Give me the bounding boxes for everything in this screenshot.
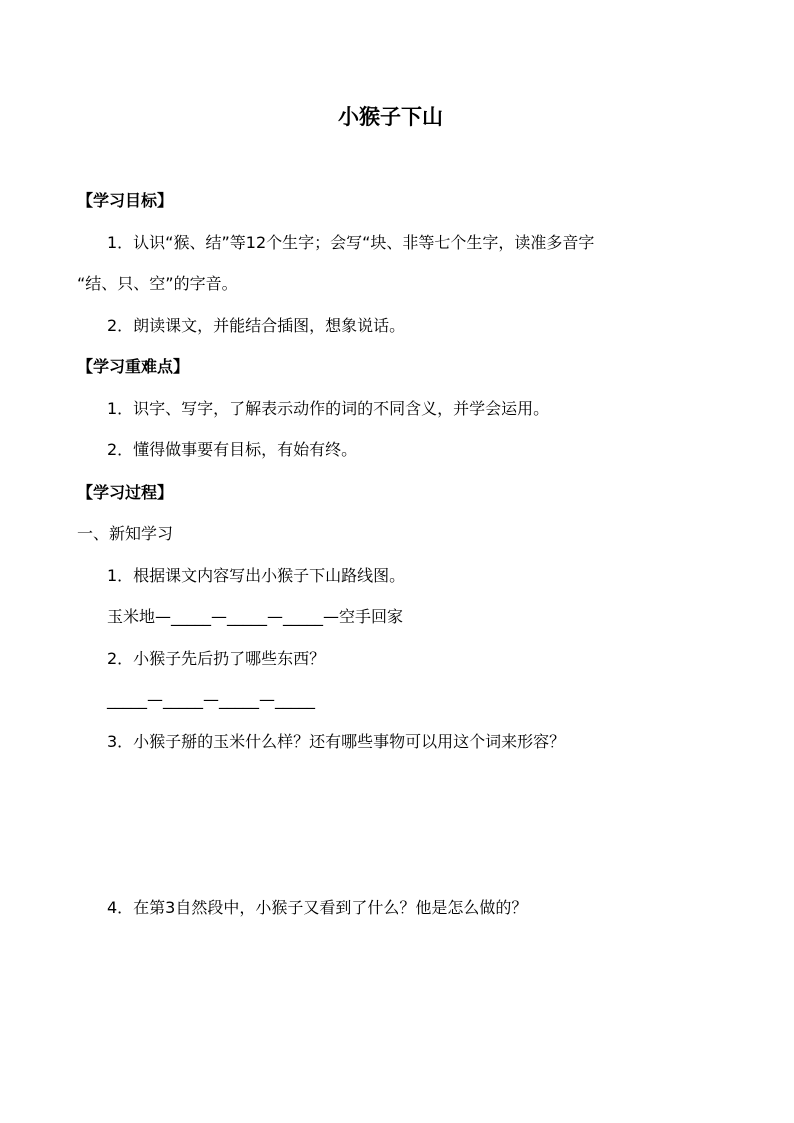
goal-item-2: 2．朗读课文，并能结合插图，想象说话。 [107,316,406,335]
question-2-fill-blank: _____—_____—_____—_____ [107,690,315,709]
key-points-heading: 【学习重难点】 [77,357,190,376]
goals-heading: 【学习目标】 [77,191,174,210]
question-3: 3．小猴子掰的玉米什么样？还有哪些事物可以用这个词来形容？ [107,732,566,751]
goal-item-1: 1．认识“猴、结”等12个生字；会写“块、非等七个生字，读准多音字 [107,233,595,252]
part1-heading: 一、新知学习 [77,524,174,543]
question-1: 1．根据课文内容写出小猴子下山路线图。 [107,566,406,585]
key-point-item-1: 1．识字、写字，了解表示动作的词的不同含义，并学会运用。 [107,399,550,418]
key-point-item-2: 2．懂得做事要有目标，有始有终。 [107,440,358,459]
goal-item-1-continued: “结、只、空”的字音。 [77,274,238,293]
question-2: 2．小猴子先后扔了哪些东西？ [107,649,326,668]
question-1-fill-blank: 玉米地—_____—_____—_____—空手回家 [107,607,404,626]
process-heading: 【学习过程】 [77,483,174,502]
question-4: 4．在第3自然段中，小猴子又看到了什么？他是怎么做的？ [107,898,528,917]
page-title: 小猴子下山 [338,105,443,129]
